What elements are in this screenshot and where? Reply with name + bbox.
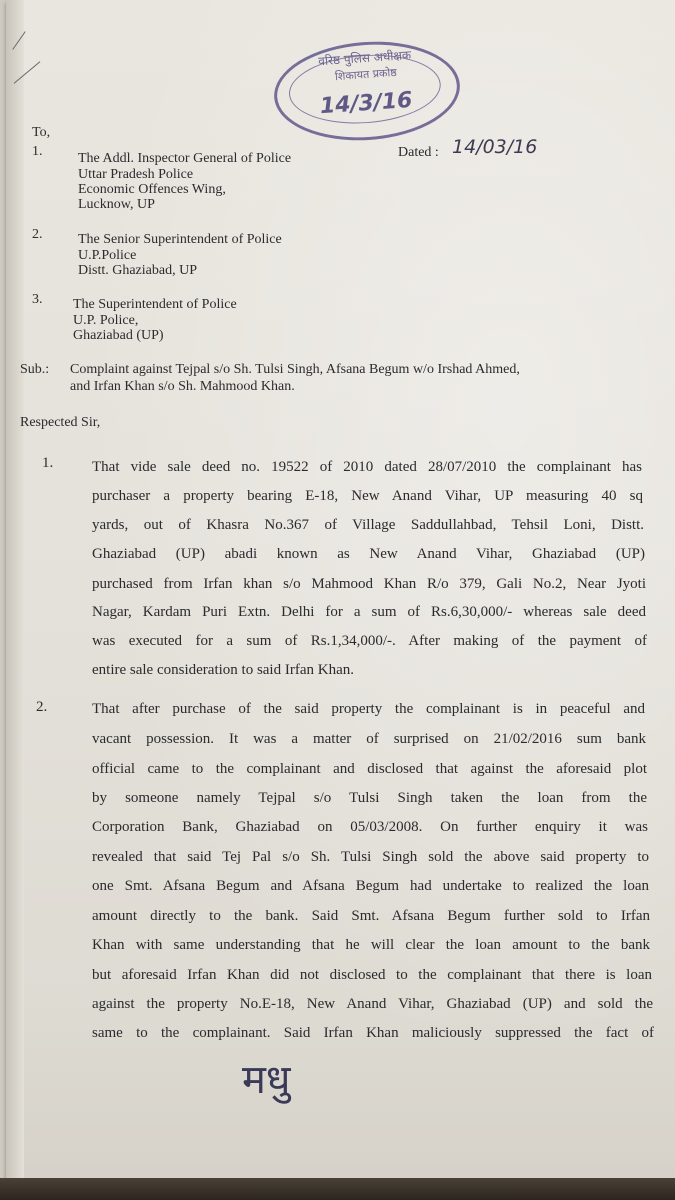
dated-label: Dated : [398,145,439,160]
stamp-date: 14/3/16 [319,87,414,120]
recipient-line: Distt. Ghaziabad, UP [78,263,197,278]
recipient-line: The Addl. Inspector General of Police [78,151,292,166]
recipient-line: Uttar Pradesh Police [78,167,194,182]
paper-edge [6,0,24,1178]
paragraph-line: Khan with same understanding that he will clear the loan amount to the bank [92,937,650,953]
paragraph-line: vacant possession. It was a matter of surprised on 21/02/2016 sum bank [92,731,646,747]
to-label: To, [32,125,51,140]
subject-label: Sub.: [20,362,50,377]
paragraph-line: was executed for a sum of Rs.1,34,000/-. After making of the payment of [92,633,647,649]
paragraph-line: purchaser a property bearing E-18, New Anand Vihar, UP measuring 40 sq [92,488,643,504]
salutation: Respected Sir, [20,415,101,430]
table-surface [0,1178,675,1200]
recipient-line: Economic Offences Wing, [78,182,226,197]
stamp-top-text: वरिष्ठ पुलिस अधीक्षक [317,47,412,69]
paragraph-line: purchased from Irfan khan s/o Mahmood Khan R/o 379, Gali No.2, Near Jyoti [92,576,646,592]
recipient-number: 1. [32,144,43,159]
paragraph-line: That after purchase of the said property the complainant is in peaceful and [92,701,645,717]
recipient-line: U.P. Police, [73,313,139,328]
paragraph-number: 2. [36,699,48,715]
recipient-line: The Superintendent of Police [73,297,237,312]
paragraph-line: Corporation Bank, Ghaziabad on 05/03/2008. On further enquiry it was [92,819,648,835]
stamp-middle-text: शिकायत प्रकोष्ठ [334,65,398,84]
paragraph-line: That vide sale deed no. 19522 of 2010 dated 28/07/2010 the complainant has [92,459,642,475]
recipient-line: Ghaziabad (UP) [73,328,164,343]
dated-value: 14/03/16 [452,136,538,158]
paragraph-line: by someone namely Tejpal s/o Tulsi Singh taken the loan from the [92,790,647,806]
paragraph-line: against the property No.E-18, New Anand Vihar, Ghaziabad (UP) and sold the [92,996,653,1012]
paragraph-line: yards, out of Khasra No.367 of Village Saddullahbad, Tehsil Loni, Distt. [92,517,644,533]
signature: मधु [242,1057,291,1103]
paragraph-line: amount directly to the bank. Said Smt. Afsana Begum further sold to Irfan [92,908,650,924]
paragraph-line: Nagar, Kardam Puri Extn. Delhi for a sum of Rs.6,30,000/- whereas sale deed [92,604,646,620]
paragraph-line: same to the complainant. Said Irfan Khan maliciously suppressed the fact of [92,1025,654,1041]
paragraph-line: Ghaziabad (UP) abadi known as New Anand Vihar, Ghaziabad (UP) [92,546,645,562]
subject-line: Complaint against Tejpal s/o Sh. Tulsi Singh, Afsana Begum w/o Irshad Ahmed, [70,362,520,377]
recipient-line: U.P.Police [78,248,137,263]
recipient-line: Lucknow, UP [78,197,155,212]
recipient-number: 2. [32,227,43,242]
recipient-number: 3. [32,292,43,307]
paragraph-number: 1. [42,455,54,471]
paragraph-line: revealed that said Tej Pal s/o Sh. Tulsi Singh sold the above said property to [92,849,649,865]
office-stamp [271,36,463,147]
paragraph-line: official came to the complainant and disclosed that against the aforesaid plot [92,761,647,777]
paragraph-line: entire sale consideration to said Irfan Khan. [92,662,354,678]
paragraph-line: but aforesaid Irfan Khan did not disclosed to the complainant that there is loan [92,967,652,983]
paragraph-line: one Smt. Afsana Begum and Afsana Begum had undertake to realized the loan [92,878,649,894]
letter-page [6,0,675,1178]
recipient-line: The Senior Superintendent of Police [78,232,282,247]
subject-line: and Irfan Khan s/o Sh. Mahmood Khan. [70,379,295,394]
